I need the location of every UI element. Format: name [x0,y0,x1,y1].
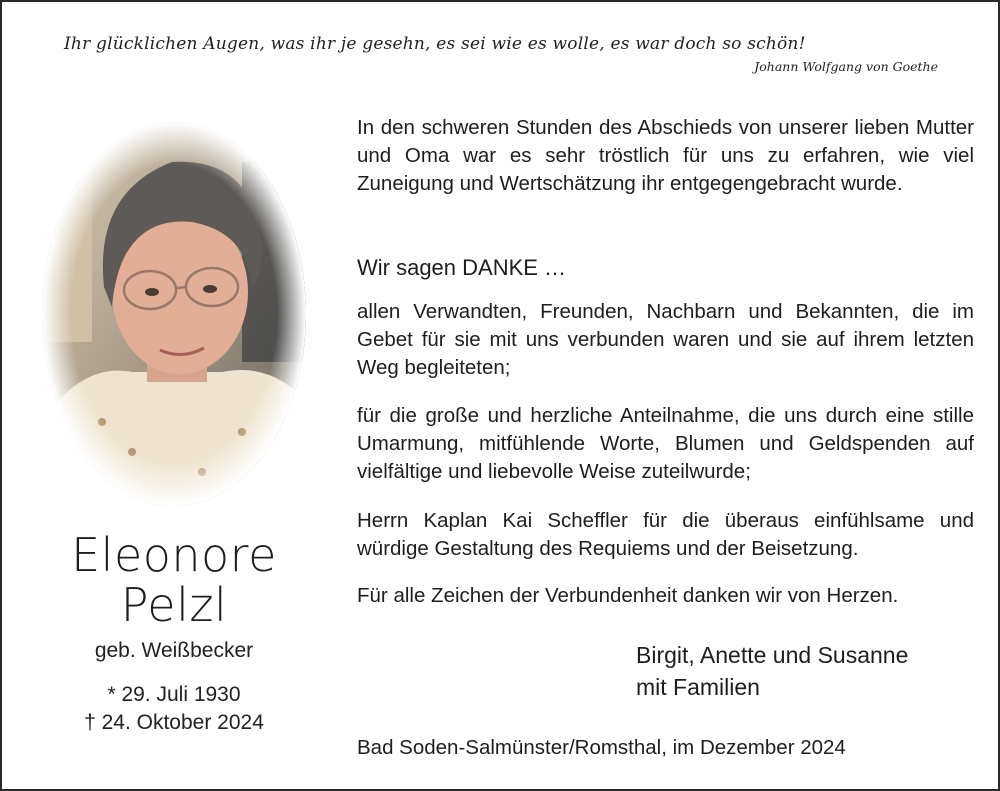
quote-author: Johann Wolfgang von Goethe [754,59,938,74]
first-name: Eleonore [71,528,277,582]
birth-name: geb. Weißbecker [94,639,254,662]
last-name: Pelzl [120,578,228,632]
place-and-date: Bad Soden-Salmünster/Romsthal, im Dezember 2024 [357,736,846,759]
thanks-paragraph-sympathy: für die große und herzliche Anteilnahme, die uns durch eine stille Umarmung, mitfühlende Worte, Blumen und Geldspenden auf vielfältige und liebevolle Weise zuteilwurde; [357,404,974,483]
signers-families: mit Familien [636,674,760,700]
thanks-paragraph-relatives: allen Verwandten, Freunden, Nachbarn und Bekannten, die im Gebet für sie mit uns verbunden waren und sie auf ihrem letzten Weg begleiteten; [357,300,974,379]
thanks-paragraph-chaplain: Herrn Kaplan Kai Scheffler für die überaus einfühlsame und würdige Gestaltung des Requiems und der Beisetzung. [357,509,974,560]
thanks-heading: Wir sagen DANKE … [357,255,567,280]
birth-date: * 29. Juli 1930 [107,683,241,706]
closing-paragraph: Für alle Zeichen der Verbundenheit danken wir von Herzen. [357,584,899,607]
signers [636,639,908,703]
portrait-photo [42,122,306,506]
intro-paragraph: In den schweren Stunden des Abschieds von unserer lieben Mutter und Oma war es sehr tröstlich für uns zu erfahren, wie viel Zuneigung und Wertschätzung ihr entgegengebracht wurde. [357,116,974,195]
goethe-quote: Ihr glücklichen Augen, was ihr je gesehn, es sei wie es wolle, es war doch so schön! [64,34,806,54]
death-date: † 24. Oktober 2024 [84,711,264,734]
signers-names: Birgit, Anette und Susanne [636,642,909,668]
